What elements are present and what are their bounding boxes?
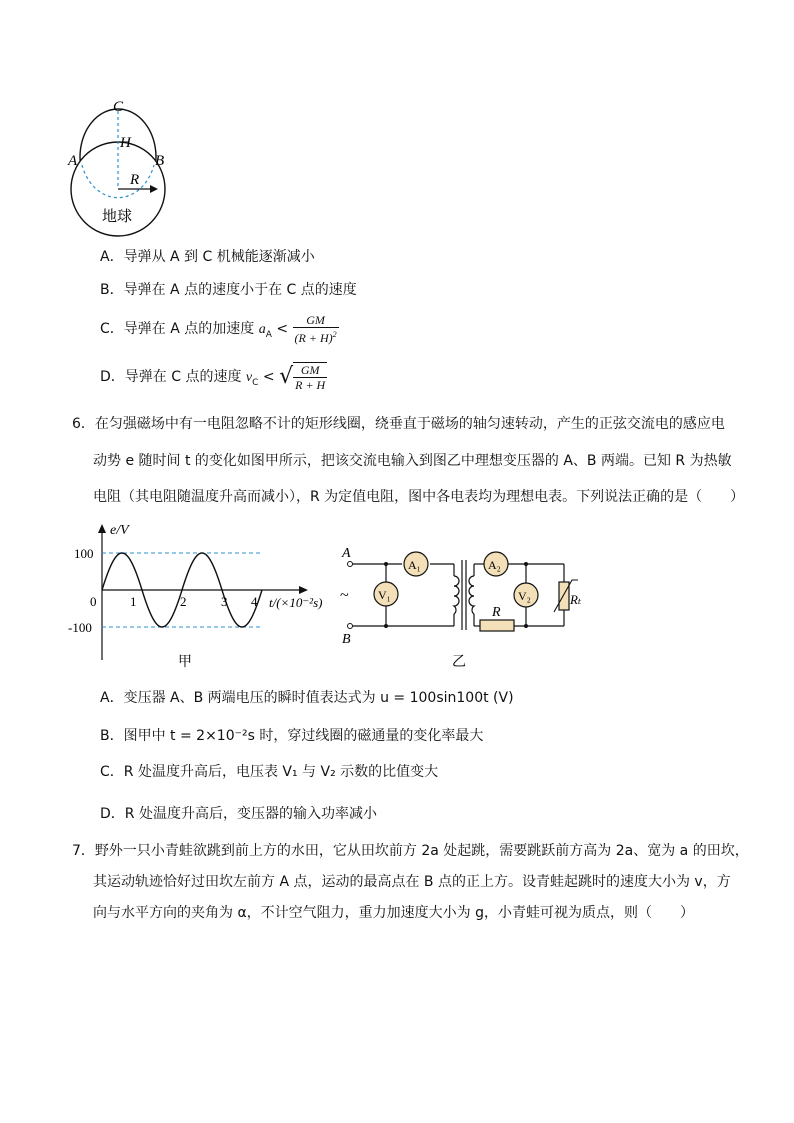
ammeter-a1-label: A₁ [408, 558, 421, 572]
q5-option-c [100, 313, 339, 349]
q5-option-d-fraction [293, 362, 327, 392]
x-axis-arrow [299, 586, 308, 594]
q6-option-a: A．变压器 A、B 两端电压的瞬时值表达式为 u = 100sin100t (V) [100, 690, 514, 706]
label-b: B [155, 153, 165, 169]
q5-option-c-sub: A [265, 329, 272, 340]
orbit-figure [62, 95, 182, 240]
q5-option-d-text: D．导弹在 C 点的速度 [100, 369, 242, 385]
q6-option-b: B．图甲中 t = 2×10⁻²s 时，穿过线圈的磁通量的变化率最大 [100, 728, 484, 744]
q5-option-c-var: a [258, 322, 266, 337]
x-tick-3: 3 [221, 594, 228, 609]
voltmeter-v1-label: V₁ [378, 588, 391, 602]
label-a: A [68, 153, 78, 169]
transformer-circuit [336, 540, 586, 672]
y-axis-label: e/V [110, 523, 129, 538]
q5-option-b: B．导弹在 A 点的速度小于在 C 点的速度 [100, 282, 357, 298]
terminal-a [348, 562, 353, 567]
x-tick-2: 2 [180, 594, 187, 609]
label-r: R [130, 172, 140, 188]
emf-graph [66, 520, 336, 670]
q5-option-c-text: C．导弹在 A 点的加速度 [100, 321, 255, 337]
voltmeter-v2-label: V₂ [518, 589, 531, 603]
x-tick-4: 4 [251, 594, 258, 609]
q7-stem-line3: 向与水平方向的夹角为 α，不计空气阻力，重力加速度大小为 g，小青蛙可视为质点，则（ ） [93, 905, 695, 921]
ac-source-symbol: ~ [340, 587, 349, 604]
ammeter-a2-label: A₂ [488, 558, 501, 572]
y-axis-arrow [98, 524, 106, 533]
q6-option-d: D．R 处温度升高后，变压器的输入功率减小 [100, 806, 377, 822]
circuit-caption: 乙 [452, 654, 466, 670]
thermistor-rt [559, 582, 569, 610]
q5-option-d-var: v [245, 370, 253, 385]
resistor-r-label: R [492, 605, 501, 620]
q7-stem-line2: 其运动轨迹恰好过田坎左前方 A 点，运动的最高点在 B 点的正上方。设青蛙起跳时的速度大小为 v，方 [93, 874, 731, 890]
q5-option-c-exponent: 2 [332, 330, 337, 339]
q6-stem-line3: 电阻（其电阻随温度升高而减小），R 为定值电阻，图中各电表均为理想电表。下列说法正确的是（ ） [93, 489, 745, 505]
label-c: C [113, 99, 124, 115]
q5-option-d-sub: C [252, 377, 259, 388]
sqrt-icon: √ [279, 364, 294, 389]
q6-stem-line2: 动势 e 随时间 t 的变化如图甲所示，把该交流电输入到图乙中理想变压器的 A、B 两端。已知 R 为热敏 [93, 453, 732, 469]
label-earth: 地球 [102, 207, 133, 225]
thermistor-rt-label: Rₜ [570, 592, 582, 607]
x-tick-1: 1 [130, 594, 137, 609]
q5-option-d-rel: < [262, 369, 275, 385]
q5-option-d-denominator: R + H [295, 378, 326, 392]
y-tick-minus-100: -100 [68, 620, 92, 635]
q6-option-c: C．R 处温度升高后，电压表 V₁ 与 V₂ 示数的比值变大 [100, 764, 439, 780]
q5-option-d-numerator: GM [293, 363, 327, 378]
terminal-a-label: A [342, 546, 351, 561]
q7-stem-line1: 7．野外一只小青蛙欲跳到前上方的水田，它从田坎前方 2a 处起跳，需要跳跃前方高为 2a、宽为 a 的田坎， [72, 843, 749, 859]
label-h: H [120, 135, 131, 151]
terminal-b [348, 624, 353, 629]
secondary-coil [469, 576, 474, 614]
q5-option-a: A．导弹从 A 到 C 机械能逐渐减小 [100, 249, 315, 265]
q5-option-c-fraction [293, 313, 339, 345]
q5-option-c-denominator: (R + H) [294, 331, 333, 345]
resistor-r [480, 620, 514, 631]
origin-label: 0 [90, 594, 97, 609]
q5-option-c-numerator: GM [293, 313, 339, 328]
primary-coil [454, 576, 459, 614]
q5-option-c-rel: < [276, 321, 289, 337]
y-tick-100: 100 [74, 546, 94, 561]
x-axis-label: t/(×10⁻²s) [269, 595, 323, 610]
terminal-b-label: B [342, 632, 351, 647]
q6-stem-line1: 6．在匀强磁场中有一电阻忽略不计的矩形线圈，绕垂直于磁场的轴匀速转动，产生的正弦交流电的感应电 [72, 416, 725, 432]
graph-caption: 甲 [178, 654, 192, 670]
q5-option-d [100, 362, 327, 398]
